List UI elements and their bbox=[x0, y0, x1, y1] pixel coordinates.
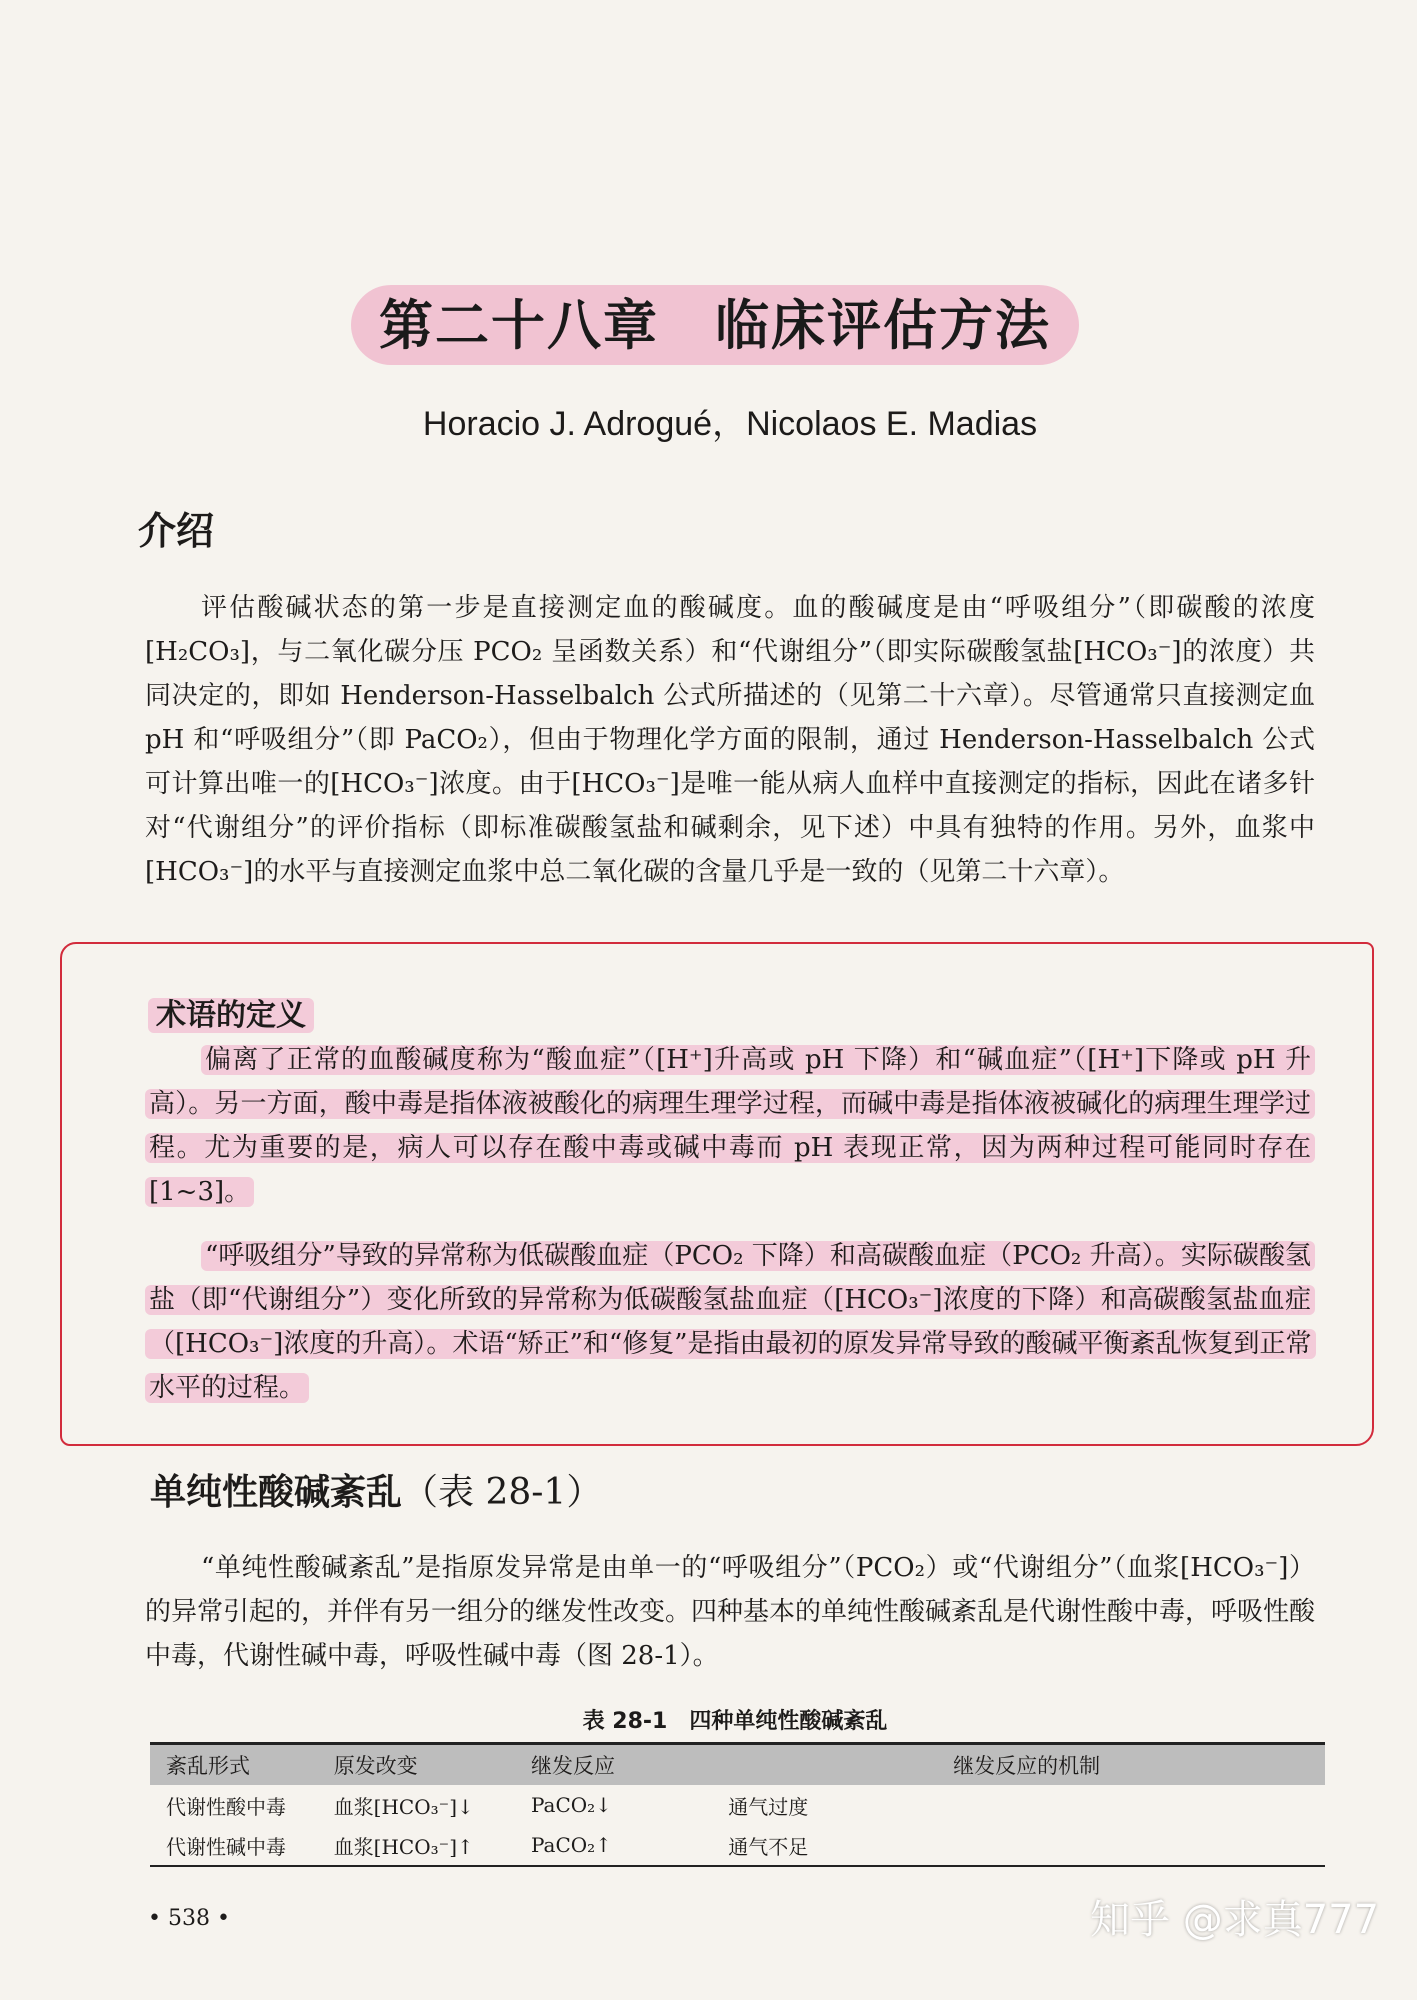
terms-paragraph-2 bbox=[145, 1234, 1315, 1410]
chapter-title bbox=[315, 285, 1115, 365]
table-caption: 表 28-1 四种单纯性酸碱紊乱 bbox=[582, 1709, 888, 1734]
terms-paragraph-1-text: 偏离了正常的血酸碱度称为“酸血症”（[H⁺]升高或 pH 下降）和“碱血症”（[H⁺]下降或 pH 升高）。另一方面，酸中毒是指体液被酸化的病理生理学过程，而碱中毒是指体液被碱化的病理生理学过程。尤为重要的是，病人可以存在酸中毒或碱中毒而 pH 表现正常，因为两种过程可能同时存在[1~3]。 bbox=[145, 1045, 1315, 1207]
table-row bbox=[150, 1825, 1325, 1865]
table-cell: 代谢性酸中毒 bbox=[166, 1794, 286, 1819]
table-cell: PaCO₂↓ bbox=[530, 1793, 612, 1817]
chapter-title-text: 第二十八章 临床评估方法 bbox=[351, 285, 1079, 365]
page-number: • 538 • bbox=[148, 1906, 230, 1931]
terms-paragraph-1 bbox=[145, 1038, 1315, 1214]
watermark: 知乎 @求真777 bbox=[1090, 1897, 1380, 1943]
terms-paragraph-2-text: “呼吸组分”导致的异常称为低碳酸血症（PCO₂ 下降）和高碳酸血症（PCO₂ 升高）。实际碳酸氢盐（即“代谢组分”）变化所致的异常称为低碳酸氢盐血症（[HCO₃⁻]浓度的下降）和高碳酸氢盐血症（[HCO₃⁻]浓度的升高）。术语“矫正”和“修复”是指由最初的原发异常导致的酸碱平衡紊乱恢复到正常水平的过程。 bbox=[145, 1241, 1316, 1403]
table-header-cell: 紊乱形式 bbox=[166, 1754, 250, 1778]
table-cell: 血浆[HCO₃⁻]↑ bbox=[333, 1834, 474, 1859]
simple-disorders-heading-ref: （表 28-1） bbox=[402, 1472, 603, 1513]
simple-disorders-heading bbox=[150, 1464, 602, 1515]
table-cell: 代谢性碱中毒 bbox=[166, 1834, 286, 1859]
table-header-cell: 继发反应 bbox=[530, 1754, 615, 1778]
intro-heading: 介绍 bbox=[138, 509, 215, 553]
simple-disorders-heading-text: 单纯性酸碱紊乱 bbox=[150, 1472, 403, 1513]
intro-paragraph: 评估酸碱状态的第一步是直接测定血的酸碱度。血的酸碱度是由“呼吸组分”（即碳酸的浓度[H₂CO₃]，与二氧化碳分压 PCO₂ 呈函数关系）和“代谢组分”（即实际碳酸氢盐[HCO₃⁻]的浓度）共同决定的，即如 Henderson-Hasselbalch 公式所描述的（见第二十六章）。尽管通常只直接测定血 pH 和“呼吸组分”（即 PaCO₂），但由于物理化学方面的限制，通过 Henderson-Hasselbalch 公式可计算出唯一的[HCO₃⁻]浓度。由于[HCO₃⁻]是唯一能从病人血样中直接测定的指标，因此在诸多针对“代谢组分”的评价指标（即标准碳酸氢盐和碱剩余，见下述）中具有独特的作用。另外，血浆中[HCO₃⁻]的水平与直接测定血浆中总二氧化碳的含量几乎是一致的（见第二十六章）。 bbox=[145, 593, 1315, 887]
table-header-row bbox=[150, 1745, 1325, 1785]
table-header-cell: 继发反应的机制 bbox=[953, 1754, 1101, 1778]
table-cell: PaCO₂↑ bbox=[530, 1833, 612, 1857]
terms-heading bbox=[148, 990, 314, 1034]
table-cell: 通气不足 bbox=[728, 1834, 809, 1859]
simple-disorders-paragraph: “单纯性酸碱紊乱”是指原发异常是由单一的“呼吸组分”（PCO₂）或“代谢组分”（血浆[HCO₃⁻]）的异常引起的，并伴有另一组分的继发性改变。四种基本的单纯性酸碱紊乱是代谢性酸中毒，呼吸性酸中毒，代谢性碱中毒，呼吸性碱中毒（图 28-1）。 bbox=[145, 1553, 1316, 1671]
table-header-cell: 原发改变 bbox=[333, 1754, 418, 1778]
table-cell: 通气过度 bbox=[728, 1794, 809, 1819]
table-row bbox=[150, 1785, 1325, 1825]
disorders-table bbox=[150, 1742, 1325, 1867]
authors: Horacio J. Adrogué，Nicolaos E. Madias bbox=[422, 405, 1038, 443]
terms-heading-text: 术语的定义 bbox=[148, 998, 314, 1033]
table-cell: 血浆[HCO₃⁻]↓ bbox=[333, 1794, 474, 1819]
